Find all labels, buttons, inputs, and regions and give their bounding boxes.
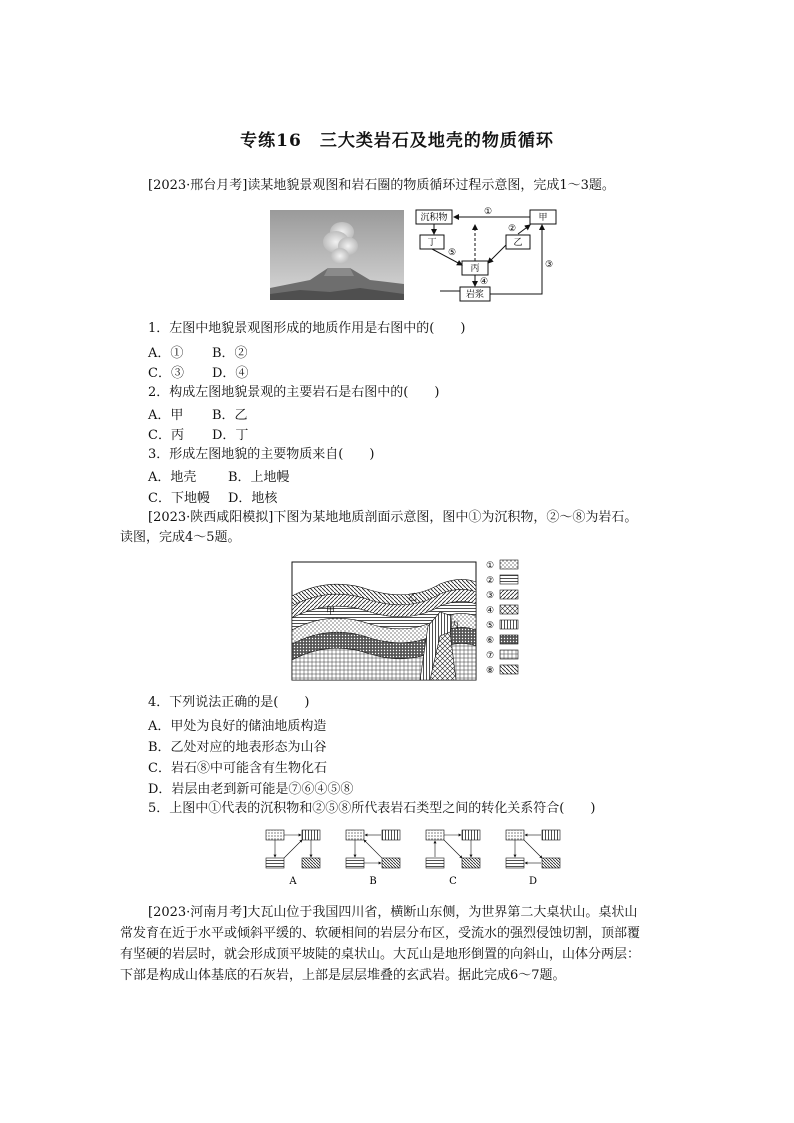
legend-label-3: ③ — [486, 591, 495, 601]
q5-label-a: A — [289, 876, 297, 887]
q3-options — [148, 466, 290, 485]
q3-options-2 — [148, 487, 277, 506]
legend-label-6: ⑥ — [486, 636, 495, 646]
geologic-section — [290, 556, 530, 684]
legend-label-5: ⑤ — [486, 621, 495, 631]
box-magma: 岩浆 — [465, 290, 485, 300]
intro-text-3-line-2: 常发育在近于水平或倾斜平缓的、软硬相间的岩层分布区，受流水的强烈侵蚀切割，顶部覆 — [120, 926, 641, 941]
legend-label-2: ② — [486, 576, 495, 586]
section-label-bing: 丙 — [450, 621, 460, 631]
page-title: 专练16 三大类岩石及地壳的物质循环 — [240, 131, 554, 151]
q4-option-b: B．乙处对应的地表形态为山谷 — [148, 740, 327, 755]
label-4: ④ — [479, 277, 489, 287]
label-3: ③ — [544, 260, 554, 270]
rock-cycle-diagram — [412, 205, 562, 305]
section-label-yi: 乙 — [408, 593, 418, 603]
q2-option-d: D．丁 — [212, 428, 249, 443]
q3-stem: 3．形成左图地貌的主要物质来自( ) — [148, 447, 375, 462]
q3-option-c: C．下地幔 — [148, 491, 210, 506]
intro-text-3-line-1: [2023·河南月考]大瓦山位于我国四川省，横断山东侧，为世界第二大桌状山。桌状山 — [148, 905, 638, 920]
label-1: ① — [483, 207, 493, 217]
section-label-jia: 甲 — [326, 607, 336, 617]
q5-label-c: C — [449, 876, 457, 887]
q1-option-b: B．② — [212, 346, 248, 361]
q4-option-d: D．岩层由老到新可能是⑦⑥④⑤⑧ — [148, 782, 354, 797]
intro-text-1: [2023·邢台月考]读某地貌景观图和岩石圈的物质循环过程示意图，完成1～3题。 — [148, 178, 615, 193]
q2-option-c: C．丙 — [148, 428, 184, 443]
legend-label-4: ④ — [486, 606, 495, 616]
intro-text-3-line-3: 有坚硬的岩层时，就会形成顶平坡陡的桌状山。大瓦山是地形倒置的向斜山，山体分两层： — [120, 947, 641, 962]
q5-stem: 5．上图中①代表的沉积物和②⑤⑧所代表岩石类型之间的转化关系符合( ) — [148, 801, 596, 816]
q1-option-d: D．④ — [212, 366, 249, 381]
label-5: ⑤ — [447, 248, 457, 258]
q2-stem: 2．构成左图地貌景观的主要岩石是右图中的( ) — [148, 385, 440, 400]
intro-text-2b: 读图，完成4～5题。 — [120, 530, 241, 545]
q5-diagram-a — [266, 830, 320, 887]
intro-text-3-line-4: 下部是构成山体基底的石灰岩，上部是层层堆叠的玄武岩。据此完成6～7题。 — [120, 968, 566, 983]
q4-stem: 4．下列说法正确的是( ) — [148, 695, 310, 710]
q1-option-c: C．③ — [148, 366, 184, 381]
q2-options — [148, 404, 248, 423]
q5-diagram-d — [506, 830, 560, 887]
q4-option-c: C．岩石⑧中可能含有生物化石 — [148, 761, 327, 776]
box-jia: 甲 — [538, 213, 548, 223]
legend-label-8: ⑧ — [486, 666, 495, 676]
q2-option-b: B．乙 — [212, 408, 248, 423]
q1-options-2 — [148, 362, 248, 381]
q5-diagrams — [262, 826, 562, 890]
intro-text-2a: [2023·陕西咸阳模拟]下图为某地地质剖面示意图，图中①为沉积物，②～⑧为岩石。 — [148, 510, 638, 525]
volcano-photo — [270, 210, 404, 300]
legend-label-7: ⑦ — [486, 651, 495, 661]
q3-option-d: D．地核 — [228, 491, 278, 506]
q2-option-a: A．甲 — [148, 408, 184, 423]
legend-label-1: ① — [486, 561, 495, 571]
q3-option-a: A．地壳 — [148, 470, 197, 485]
q5-diagram-c — [426, 830, 480, 887]
legend — [486, 560, 518, 676]
box-ding: 丁 — [427, 238, 437, 248]
q3-option-b: B．上地幔 — [228, 470, 290, 485]
q5-label-d: D — [528, 876, 538, 887]
label-2: ② — [507, 224, 517, 234]
q1-options — [148, 342, 248, 361]
box-yi: 乙 — [513, 238, 523, 248]
q1-option-a: A．① — [148, 346, 184, 361]
q1-stem: 1．左图中地貌景观图形成的地质作用是右图中的( ) — [148, 321, 466, 336]
box-sediment: 沉积物 — [420, 213, 448, 223]
q5-diagram-b — [346, 830, 400, 887]
q4-option-a: A．甲处为良好的储油地质构造 — [148, 719, 327, 734]
q5-label-b: B — [369, 876, 377, 887]
box-bing: 丙 — [470, 264, 480, 274]
q2-options-2 — [148, 424, 248, 443]
